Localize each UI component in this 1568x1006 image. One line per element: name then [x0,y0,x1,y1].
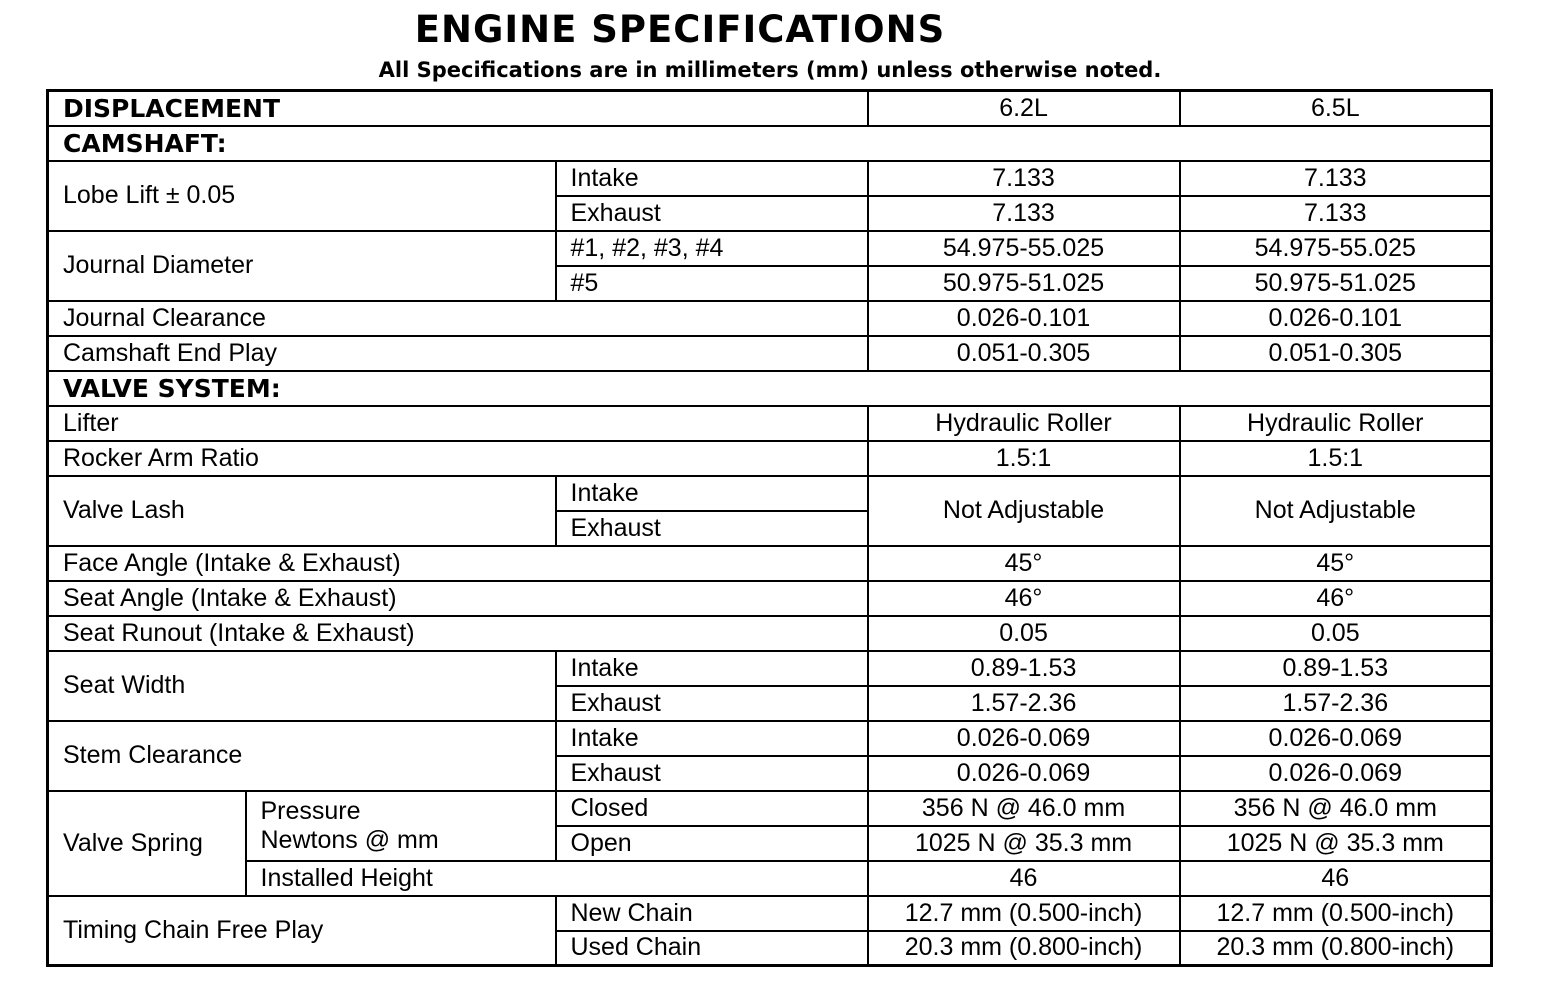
seat-width-exhaust-6-5l: 1.57-2.36 [1180,686,1492,721]
journal-diameter-5-6-5l: 50.975-51.025 [1180,266,1492,301]
seat-width-exhaust-6-2l: 1.57-2.36 [868,686,1180,721]
seat-width-label: Seat Width [48,651,556,721]
journal-diameter-5-6-2l: 50.975-51.025 [868,266,1180,301]
camshaft-end-play-6-2l: 0.051-0.305 [868,336,1180,371]
table-row [48,476,1492,511]
timing-chain-used-6-5l: 20.3 mm (0.800-inch) [1180,931,1492,966]
table-row [48,581,1492,616]
lobe-lift-intake-6-2l: 7.133 [868,161,1180,196]
timing-chain-used-label: Used Chain [556,931,868,966]
stem-clearance-intake-6-2l: 0.026-0.069 [868,721,1180,756]
face-angle-6-5l: 45° [1180,546,1492,581]
timing-chain-new-label: New Chain [556,896,868,931]
seat-runout-6-5l: 0.05 [1180,616,1492,651]
timing-chain-new-6-2l: 12.7 mm (0.500-inch) [868,896,1180,931]
seat-angle-label: Seat Angle (Intake & Exhaust) [48,581,868,616]
timing-chain-used-6-2l: 20.3 mm (0.800-inch) [868,931,1180,966]
valve-spring-open-label: Open [556,826,868,861]
stem-clearance-exhaust-label: Exhaust [556,756,868,791]
table-row [48,441,1492,476]
valve-lash-exhaust-label: Exhaust [556,511,868,546]
table-row [48,161,1492,196]
seat-width-intake-6-2l: 0.89-1.53 [868,651,1180,686]
journal-clearance-6-2l: 0.026-0.101 [868,301,1180,336]
table-row-displacement [48,91,1492,126]
rocker-arm-ratio-6-2l: 1.5:1 [868,441,1180,476]
displacement-label: DISPLACEMENT [48,91,868,126]
page-title: ENGINE SPECIFICATIONS [414,8,946,51]
lifter-6-5l: Hydraulic Roller [1180,406,1492,441]
valve-spring-label: Valve Spring [48,791,246,896]
table-row [48,721,1492,756]
stem-clearance-intake-label: Intake [556,721,868,756]
journal-diameter-1-4-label: #1, #2, #3, #4 [556,231,868,266]
lifter-label: Lifter [48,406,868,441]
valve-spring-closed-6-2l: 356 N @ 46.0 mm [868,791,1180,826]
installed-height-label: Installed Height [246,861,868,896]
lifter-6-2l: Hydraulic Roller [868,406,1180,441]
seat-width-intake-6-5l: 0.89-1.53 [1180,651,1492,686]
installed-height-6-5l: 46 [1180,861,1492,896]
seat-width-exhaust-label: Exhaust [556,686,868,721]
face-angle-label: Face Angle (Intake & Exhaust) [48,546,868,581]
valve-spring-open-6-5l: 1025 N @ 35.3 mm [1180,826,1492,861]
table-row [48,791,1492,826]
table-row [48,616,1492,651]
table-row-camshaft-header [48,126,1492,161]
seat-angle-6-5l: 46° [1180,581,1492,616]
journal-diameter-5-label: #5 [556,266,868,301]
page-subtitle: All Specifications are in millimeters (mm) unless otherwise noted. [378,58,1162,82]
journal-clearance-label: Journal Clearance [48,301,868,336]
valve-spring-pressure-label [246,791,556,861]
valve-spring-closed-6-5l: 356 N @ 46.0 mm [1180,791,1492,826]
camshaft-section-header: CAMSHAFT: [48,126,1492,161]
rocker-arm-ratio-6-5l: 1.5:1 [1180,441,1492,476]
valve-spring-closed-label: Closed [556,791,868,826]
valve-system-section-header: VALVE SYSTEM: [48,371,1492,406]
seat-runout-label: Seat Runout (Intake & Exhaust) [48,616,868,651]
lobe-lift-exhaust-6-5l: 7.133 [1180,196,1492,231]
pressure-label-line-1: Pressure [260,796,361,825]
valve-lash-6-2l: Not Adjustable [868,476,1180,546]
journal-clearance-6-5l: 0.026-0.101 [1180,301,1492,336]
installed-height-6-2l: 46 [868,861,1180,896]
lobe-lift-label: Lobe Lift ± 0.05 [48,161,556,231]
table-row [48,861,1492,896]
seat-runout-6-2l: 0.05 [868,616,1180,651]
table-row [48,231,1492,266]
table-row [48,406,1492,441]
rocker-arm-ratio-label: Rocker Arm Ratio [48,441,868,476]
timing-chain-label: Timing Chain Free Play [48,896,556,966]
face-angle-6-2l: 45° [868,546,1180,581]
table-row [48,896,1492,931]
valve-spring-open-6-2l: 1025 N @ 35.3 mm [868,826,1180,861]
journal-diameter-1-4-6-2l: 54.975-55.025 [868,231,1180,266]
journal-diameter-label: Journal Diameter [48,231,556,301]
valve-lash-6-5l: Not Adjustable [1180,476,1492,546]
pressure-label-line-2: Newtons @ mm [260,825,439,854]
lobe-lift-intake-6-5l: 7.133 [1180,161,1492,196]
camshaft-end-play-label: Camshaft End Play [48,336,868,371]
stem-clearance-exhaust-6-2l: 0.026-0.069 [868,756,1180,791]
lobe-lift-exhaust-6-2l: 7.133 [868,196,1180,231]
table-row-valve-system-header [48,371,1492,406]
stem-clearance-label: Stem Clearance [48,721,556,791]
displacement-6-2l: 6.2L [868,91,1180,126]
valve-lash-label: Valve Lash [48,476,556,546]
journal-diameter-1-4-6-5l: 54.975-55.025 [1180,231,1492,266]
stem-clearance-intake-6-5l: 0.026-0.069 [1180,721,1492,756]
stem-clearance-exhaust-6-5l: 0.026-0.069 [1180,756,1492,791]
table-row [48,546,1492,581]
camshaft-end-play-6-5l: 0.051-0.305 [1180,336,1492,371]
table-row [48,651,1492,686]
timing-chain-new-6-5l: 12.7 mm (0.500-inch) [1180,896,1492,931]
table-row [48,301,1492,336]
engine-spec-table [46,89,1493,967]
displacement-6-5l: 6.5L [1180,91,1492,126]
valve-lash-intake-label: Intake [556,476,868,511]
seat-angle-6-2l: 46° [868,581,1180,616]
lobe-lift-intake-label: Intake [556,161,868,196]
seat-width-intake-label: Intake [556,651,868,686]
table-row [48,336,1492,371]
lobe-lift-exhaust-label: Exhaust [556,196,868,231]
